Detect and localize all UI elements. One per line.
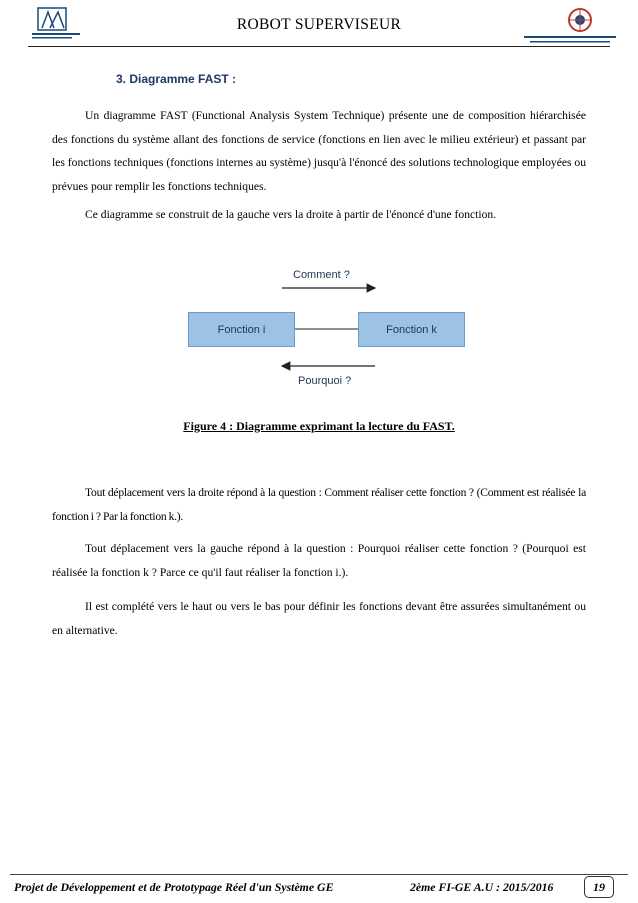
figure-caption	[0, 419, 638, 434]
paragraph-right-move: Tout déplacement vers la droite répond à la question : Comment réaliser cette fonction ? (Comment est réalisée la fonction i ? Par la fonction k.).	[52, 486, 586, 523]
header-title: ROBOT SUPERVISEUR	[236, 16, 402, 33]
comment-label: Comment ?	[293, 269, 350, 281]
section-title: 3. Diagramme FAST :	[116, 72, 237, 86]
footer-academic-year: 2ème FI-GE A.U : 2015/2016	[410, 880, 554, 894]
box-fonction-k: Fonction k	[358, 312, 465, 347]
box-fonction-i: Fonction i	[188, 312, 295, 347]
figure-caption-text: Figure 4 : Diagramme exprimant la lecture du FAST.	[183, 419, 455, 433]
paragraph-vertical: Il est complété vers le haut ou vers le bas pour définir les fonctions devant être assurées simultanément ou en alternative.	[52, 600, 586, 637]
paragraph-left-move: Tout déplacement vers la gauche répond à la question : Pourquoi réaliser cette fonction ? (Pourquoi est réalisée la fonction k ? Parce ce qu'il faut réaliser la fonction i.).	[52, 542, 586, 579]
footer-project-title: Projet de Développement et de Prototypage Réel d'un Système GE	[14, 880, 334, 894]
footer-divider	[10, 874, 628, 875]
faculty-logo	[520, 6, 620, 46]
page-number: 19	[584, 876, 614, 898]
pourquoi-label: Pourquoi ?	[298, 375, 352, 387]
paragraph-construction: Ce diagramme se construit de la gauche vers la droite à partir de l'énoncé d'une fonction.	[85, 208, 497, 221]
fast-diagram	[170, 260, 470, 400]
header-divider	[28, 46, 610, 47]
paragraph-definition: Un diagramme FAST (Functional Analysis System Technique) présente une de composition hiérarchisée des fonctions du système allant des fonctions de service (fonctions en lien avec le milieu extérieur) et passant par les fonctions techniques (fonctions internes au système) jusqu'à l'énoncé des solutions technologique employées ou prévues pour remplir les fonctions techniques.	[52, 109, 586, 193]
